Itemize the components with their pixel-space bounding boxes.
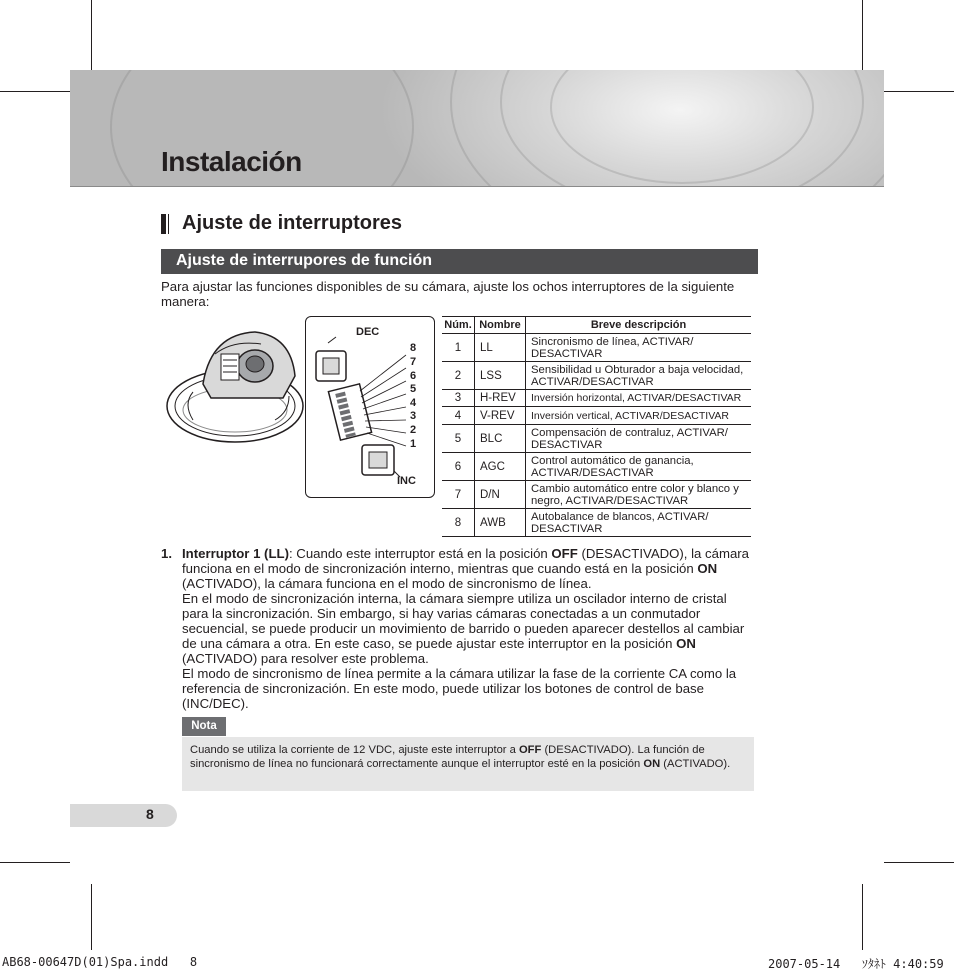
text-run: (ACTIVADO) para resolver este problema.	[182, 651, 429, 666]
row-name: AGC	[475, 453, 526, 481]
row-desc: Sensibilidad u Obturador a baja velocidad, ACTIVAR/DESACTIVAR	[526, 362, 752, 390]
row-num: 7	[442, 481, 475, 509]
camera-illustration	[163, 324, 313, 454]
switch-number: 3	[410, 410, 417, 422]
switch-diagram	[163, 316, 435, 498]
row-name: V-REV	[475, 407, 526, 425]
column-header-name: Nombre	[475, 317, 526, 334]
switch-number: 5	[410, 383, 417, 395]
table-row	[442, 509, 751, 537]
intro-paragraph: Para ajustar las funciones disponibles de su cámara, ajuste los ochos interruptores de la siguiente manera:	[161, 279, 735, 309]
switch-number: 6	[410, 370, 417, 382]
switch-number: 7	[410, 356, 417, 368]
switch-number: 1	[410, 438, 417, 450]
switch-detail-box	[305, 316, 435, 498]
text-run: En el modo de sincronización interna, la cámara siempre utiliza un oscilador interno de cristal para la sincronización. Sin embargo, si hay varias cámaras conectadas a un conmutador secuencial, se puede producir un movimiento de barrido o pueden aparecer destellos al cambiar de una cámara a otra. En este caso, se puede ajustar este interruptor en la posición	[182, 591, 745, 651]
column-header-num: Núm.	[442, 317, 475, 334]
page-title: Instalación	[161, 146, 302, 177]
table-row	[442, 481, 751, 509]
item-paragraph: El modo de sincronismo de línea permite a la cámara utilizar la fase de la corriente CA como la referencia de sincronización. En este modo, puede utilizar los botones de control de base (INC/DEC).	[182, 666, 737, 711]
row-num: 4	[442, 407, 475, 425]
switch-description-list	[161, 546, 756, 711]
table-header-row	[442, 317, 751, 334]
list-item	[161, 546, 756, 711]
crop-mark	[0, 862, 70, 863]
text-run: (ACTIVADO), la cámara funciona en el modo de sincronismo de línea.	[182, 576, 592, 591]
page-number: 8	[146, 806, 154, 822]
subsection-title: Ajuste de interrupores de función	[176, 252, 433, 269]
text-run: : Cuando este interruptor está en la posición	[288, 546, 552, 561]
row-name: BLC	[475, 425, 526, 453]
crop-mark	[884, 862, 954, 863]
text-run: (DESACTIVADO). La función de sincronismo de línea no funcionará correctamente aunque el interruptor esté en la posición	[190, 744, 705, 770]
item-label: Interruptor 1 (LL)	[182, 546, 289, 561]
row-name: LL	[475, 334, 526, 362]
column-header-desc: Breve descripción	[526, 317, 752, 334]
table-row	[442, 425, 751, 453]
crop-mark	[862, 0, 863, 70]
table-row	[442, 407, 751, 425]
page-number-tab	[70, 804, 177, 827]
bold-run: OFF	[551, 546, 578, 561]
row-desc: Control automático de ganancia, ACTIVAR/DESACTIVAR	[526, 453, 752, 481]
crop-mark	[0, 91, 70, 92]
crop-mark	[862, 884, 863, 950]
switch-number: 4	[410, 397, 417, 409]
item-number: 1.	[161, 546, 172, 561]
row-desc: Sincronismo de línea, ACTIVAR/ DESACTIVAR	[526, 334, 752, 362]
subsection-bar	[161, 249, 758, 274]
row-num: 8	[442, 509, 475, 537]
header-rule	[70, 186, 884, 187]
section-title: Ajuste de interruptores	[182, 212, 403, 234]
switch-number: 2	[410, 424, 417, 436]
crop-mark	[91, 0, 92, 70]
text-run: (ACTIVADO).	[660, 758, 731, 770]
table-row	[442, 453, 751, 481]
row-num: 6	[442, 453, 475, 481]
row-desc: Compensación de contraluz, ACTIVAR/ DESACTIVAR	[526, 425, 752, 453]
section-marker-gap	[166, 214, 168, 234]
table-row	[442, 334, 751, 362]
row-desc: Cambio automático entre color y blanco y negro, ACTIVAR/DESACTIVAR	[526, 481, 752, 509]
note-box	[182, 737, 754, 791]
crop-mark	[91, 884, 92, 950]
row-num: 3	[442, 390, 475, 407]
row-desc: Autobalance de blancos, ACTIVAR/ DESACTIVAR	[526, 509, 752, 537]
bold-run: ON	[676, 636, 696, 651]
row-name: AWB	[475, 509, 526, 537]
text-run: Cuando se utiliza la corriente de 12 VDC, ajuste este interruptor a	[190, 744, 519, 756]
text-run: (DESACTIVADO), la cámara funciona en el modo de sincronización interno, mientras que cuando está en la posición	[182, 546, 750, 576]
inc-label: INC	[397, 475, 416, 487]
row-name: D/N	[475, 481, 526, 509]
row-num: 2	[442, 362, 475, 390]
dec-label: DEC	[356, 326, 380, 338]
row-num: 5	[442, 425, 475, 453]
note-tag: Nota	[182, 717, 226, 736]
bold-run: ON	[697, 561, 718, 576]
table-row	[442, 362, 751, 390]
item-paragraph	[182, 591, 756, 666]
crop-mark	[884, 91, 954, 92]
row-desc: Inversión vertical, ACTIVAR/DESACTIVAR	[526, 407, 752, 425]
row-desc: Inversión horizontal, ACTIVAR/DESACTIVAR	[526, 390, 752, 407]
switch-function-table	[442, 316, 751, 537]
row-num: 1	[442, 334, 475, 362]
note-text	[190, 743, 746, 771]
switch-number: 8	[410, 342, 417, 354]
slug-timestamp: 2007-05-14 ｿﾀﾈﾄ 4:40:59	[768, 957, 944, 971]
row-name: H-REV	[475, 390, 526, 407]
item-paragraph	[182, 546, 756, 591]
item-body	[182, 546, 756, 711]
bold-run: ON	[643, 758, 661, 770]
bold-run: OFF	[518, 744, 542, 756]
slug-filename: AB68-00647D(01)Spa.indd 8	[2, 955, 198, 969]
row-name: LSS	[475, 362, 526, 390]
table-row	[442, 390, 751, 407]
